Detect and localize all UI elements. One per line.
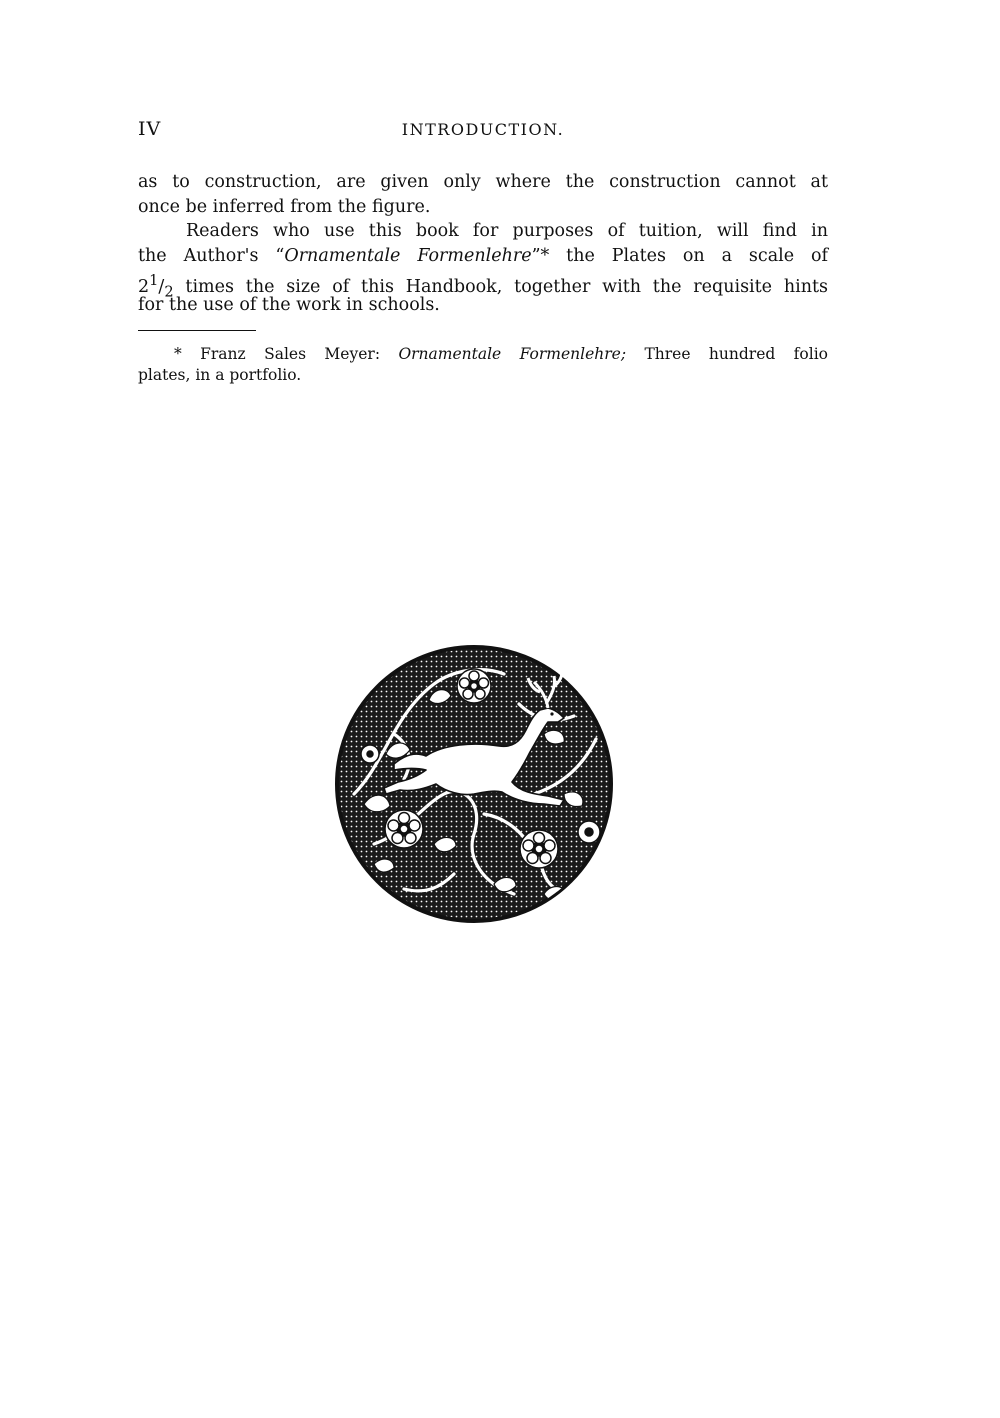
body-line: once be inferred from the figure. (138, 196, 431, 217)
fraction-whole: 2 (138, 276, 150, 297)
footnote-line (138, 344, 828, 365)
body-line: for the use of the work in schools. (138, 295, 440, 316)
running-head (138, 118, 828, 142)
footnote-suffix: Three hundred folio (626, 345, 828, 363)
fraction-slash: / (158, 276, 165, 297)
page-number: IV (138, 118, 162, 140)
body-line: as to construction, are given only where the construction cannot at (138, 172, 828, 192)
body-line (138, 269, 828, 301)
body-text (138, 170, 828, 318)
text-run: times the size of this Handbook, together with the requisite hints (173, 276, 828, 297)
text-run: ”* the Plates on a scale of (531, 246, 829, 267)
stag-vignette-drawing (334, 644, 614, 924)
body-line: Readers who use this book for purposes of tuition, will find in (186, 221, 828, 242)
fraction-denominator: 2 (164, 283, 174, 301)
fraction-numerator: 1 (149, 271, 159, 289)
stag-vignette (334, 644, 614, 924)
running-title: INTRODUCTION. (401, 120, 565, 139)
book-title-italic: Ornamentale Formenlehre (284, 246, 532, 267)
body-line (138, 244, 828, 269)
footnote (138, 344, 828, 386)
text-run: the Author's “ (138, 246, 285, 267)
footnote-prefix: * Franz Sales Meyer: (174, 345, 399, 363)
footnote-line: plates, in a portfolio. (138, 366, 302, 384)
footnote-rule (138, 330, 256, 331)
footnote-book-title: Ornamentale Formenlehre; (398, 345, 627, 363)
